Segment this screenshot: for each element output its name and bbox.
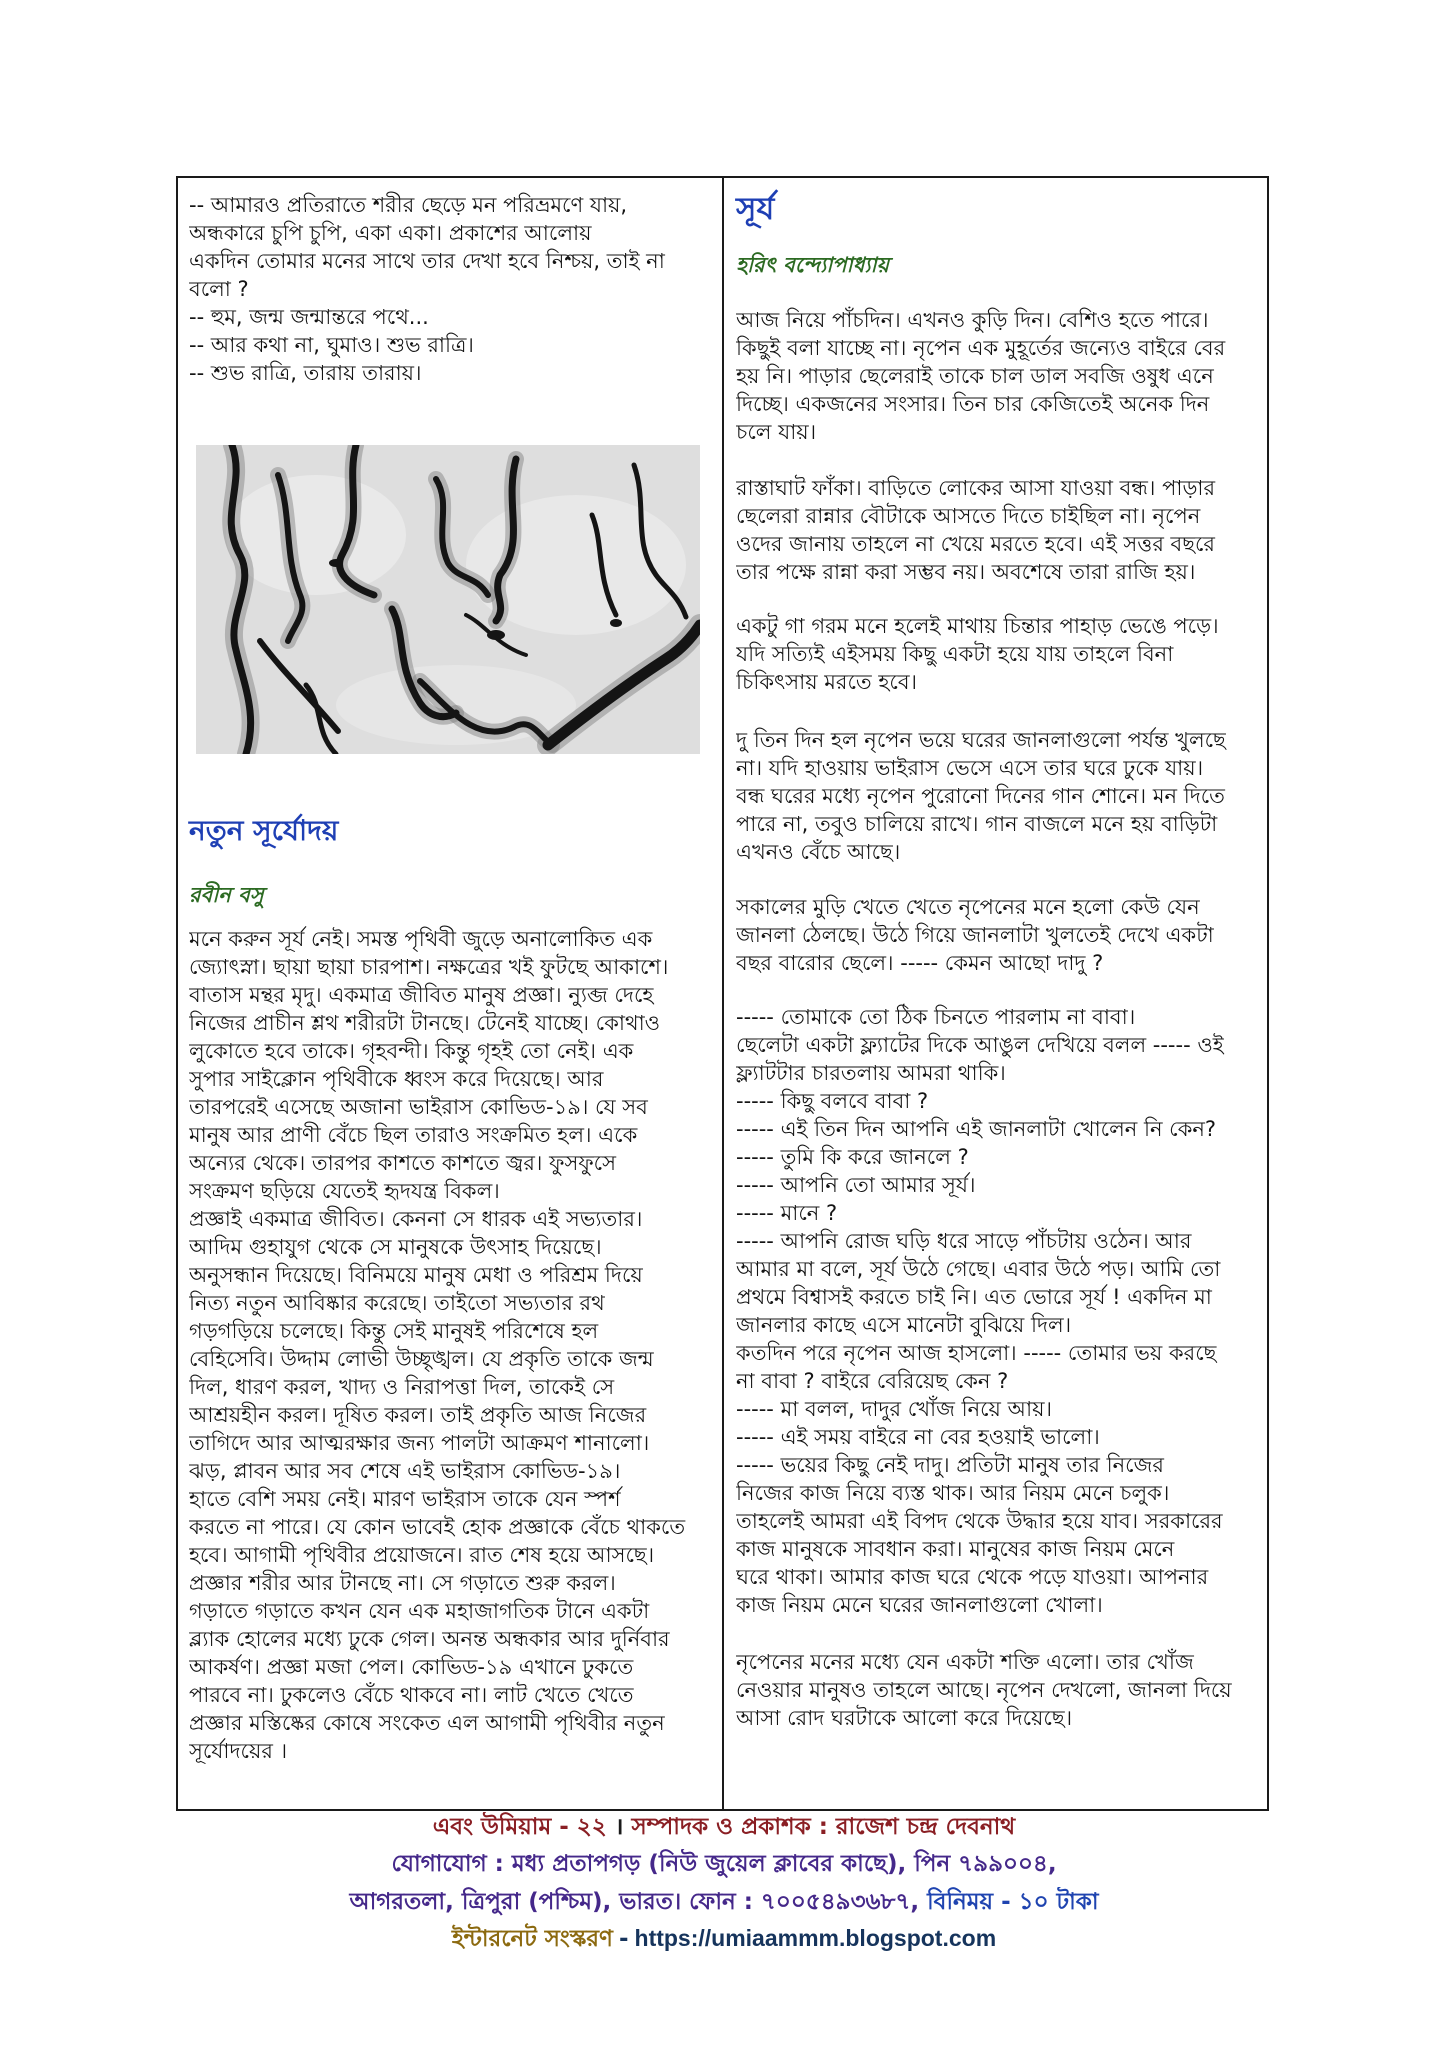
story-line: ব্ল্যাক হোলের মধ্যে ঢুকে গেল। অনন্ত অন্ধকার আর দুর্নিবার — [189, 1627, 670, 1651]
story-line: তারপরেই এসেছে অজানা ভাইরাস কোভিড-১৯। যে সব — [189, 1095, 648, 1119]
story-line: ছেলেরা রান্নার বৌটাকে আসতে দিতে চাইছিল না। নৃপেন — [736, 504, 1201, 528]
story-paragraph — [736, 474, 1261, 586]
ink-blot — [329, 559, 343, 567]
story-line: বাতাস মন্থর মৃদু। একমাত্র জীবিত মানুষ প্রজ্ঞা। ন্যুব্জ দেহে — [189, 983, 654, 1007]
city-phone: আগরতলা, ত্রিপুরা (পশ্চিম), ভারত। ফোন : ৭০০৫৪৯৩৬৮৭, — [349, 1889, 920, 1915]
footer-address — [0, 1887, 1448, 1917]
blog-url-link[interactable]: https://umiaammm.blogspot.com — [634, 1925, 997, 1951]
story-line: মনে করুন সূর্য নেই। সমস্ত পৃথিবী জুড়ে অনালোকিত এক — [189, 927, 653, 951]
story-line: বেহিসেবি। উদ্দাম লোভী উচ্ছৃঙ্খল। যে প্রকৃতি তাকে জন্ম — [189, 1347, 654, 1371]
story-line: দিল, ধারণ করল, খাদ্য ও নিরাপত্তা দিল, তাকেই সে — [189, 1375, 615, 1399]
story-author: রবীন বসু — [189, 883, 264, 907]
story-line: সকালের মুড়ি খেতে খেতে নৃপেনের মনে হলো কেউ যেন — [736, 895, 1200, 919]
story-line: প্রজ্ঞাই একমাত্র জীবিত। কেননা সে ধারক এই সভ্যতার। — [189, 1207, 643, 1231]
story-paragraph — [736, 1003, 1261, 1619]
story-line: ----- আপনি রোজ ঘড়ি ধরে সাড়ে পাঁচটায় ওঠেন। আর — [736, 1229, 1192, 1253]
story-line: হয় নি। পাড়ার ছেলেরাই তাকে চাল ডাল সবজি ওষুধ এনে — [736, 364, 1214, 388]
story-line: ----- মানে ? — [736, 1201, 838, 1225]
footer-contact — [0, 1849, 1448, 1879]
story-line: ----- তোমাকে তো ঠিক চিনতে পারলাম না বাবা। — [736, 1005, 1136, 1029]
story-title: নতুন সূর্যোদয় — [189, 814, 339, 847]
story-line: নিজের কাজ নিয়ে ব্যস্ত থাক। আর নিয়ম মেনে চলুক। — [736, 1481, 1170, 1505]
dialogue-line: -- শুভ রাত্রি, তারায় তারায়। — [189, 361, 422, 385]
story-line: নেওয়ার মানুষও তাহলে আছে। নৃপেন দেখলো, জানলা দিয়ে — [736, 1678, 1232, 1702]
story-line: নিত্য নতুন আবিষ্কার করেছে। তাইতো সভ্যতার রথ — [189, 1291, 605, 1315]
story-line: পারে না, তবুও চালিয়ে রাখে। গান বাজলে মনে হয় বাড়িটা — [736, 812, 1218, 836]
story-line: বন্ধ ঘরের মধ্যে নৃপেন পুরোনো দিনের গান শোনে। মন দিতে — [736, 784, 1225, 808]
story-paragraph — [736, 306, 1261, 446]
story-line: ----- আপনি তো আমার সূর্য। — [736, 1173, 976, 1197]
story-line: আজ নিয়ে পাঁচদিন। এখনও কুড়ি দিন। বেশিও হতে পারে। — [736, 308, 1209, 332]
story-line: আমার মা বলে, সূর্য উঠে গেছে। এবার উঠে পড়। আমি তো — [736, 1257, 1221, 1281]
story-line: দিচ্ছে। একজনের সংসার। তিন চার কেজিতেই অনেক দিন — [736, 392, 1210, 416]
price-label: বিনিময় - ১০ টাকা — [927, 1889, 1099, 1915]
story-line: জ্যোৎস্না। ছায়া ছায়া চারপাশ। নক্ষত্রের খই ফুটছে আকাশে। — [189, 955, 669, 979]
story-line: ঝড়, প্লাবন আর সব শেষে এই ভাইরাস কোভিড-১৯। — [189, 1459, 621, 1483]
dialogue-line: বলো ? — [189, 277, 249, 301]
story-line: কাজ নিয়ম মেনে ঘরের জানলাগুলো খোলা। — [736, 1593, 1103, 1617]
story-line: অন্যের থেকে। তারপর কাশতে কাশতে জ্বর। ফুসফুসে — [189, 1151, 616, 1175]
story-line: সুপার সাইক্লোন পৃথিবীকে ধ্বংস করে দিয়েছে। আর — [189, 1067, 604, 1091]
story-line: মানুষ আর প্রাণী বেঁচে ছিল তারাও সংক্রমিত হল। একে — [189, 1123, 638, 1147]
column-divider — [722, 176, 724, 1811]
story-line: আশ্রয়হীন করল। দূষিত করল। তাই প্রকৃতি আজ নিজের — [189, 1403, 647, 1427]
story-line: আসা রোদ ঘরটাকে আলো করে দিয়েছে। — [736, 1706, 1073, 1730]
story-line: ----- তুমি কি করে জানলে ? — [736, 1145, 969, 1169]
story-paragraph — [736, 893, 1261, 977]
story-line: একটু গা গরম মনে হলেই মাথায় চিন্তার পাহাড় ভেঙে পড়ে। — [736, 614, 1219, 638]
story-line: ছেলেটা একটা ফ্ল্যাটের দিকে আঙুল দেখিয়ে বলল ----- ওই — [736, 1033, 1224, 1057]
story-line: বছর বারোর ছেলে। ----- কেমন আছো দাদু ? — [736, 951, 1104, 975]
story-line: তাহলেই আমরা এই বিপদ থেকে উদ্ধার হয়ে যাব। সরকারের — [736, 1509, 1223, 1533]
dialogue-line: একদিন তোমার মনের সাথে তার দেখা হবে নিশ্চয়, তাই না — [189, 249, 665, 273]
story-line: প্রথমে বিশ্বাসই করতে চাই নি। এত ভোরে সূর্য ! একদিন মা — [736, 1285, 1212, 1309]
dialogue-line: -- হুম, জন্ম জন্মান্তরে পথে... — [189, 305, 429, 329]
story-line: তাগিদে আর আত্মরক্ষার জন্য পালটা আক্রমণ শানালো। — [189, 1431, 650, 1455]
story-body — [736, 0, 1261, 1800]
dialogue-line: অন্ধকারে চুপি চুপি, একা একা। প্রকাশের আলোয় — [189, 221, 592, 245]
ink-artwork-image — [196, 445, 700, 754]
story-line: যদি সত্যিই এইসময় কিছু একটা হয়ে যায় তাহলে বিনা — [736, 642, 1174, 666]
story-line: এখনও বেঁচে আছে। — [736, 840, 901, 864]
footer-separator: । — [614, 1814, 624, 1840]
story-line: নিজের প্রাচীন শ্লথ শরীরটা টানছে। টেনেই যাচ্ছে। কোথাও — [189, 1011, 661, 1035]
story-line: অনুসন্ধান দিয়েছে। বিনিময়ে মানুষ মেধা ও পরিশ্রম দিয়ে — [189, 1263, 643, 1287]
ink-blot — [610, 619, 622, 627]
story-paragraph — [736, 726, 1261, 866]
story-line: ওদের জানায় তাহলে না খেয়ে মরতে হবে। এই সত্তর বছরে — [736, 532, 1215, 556]
story-paragraph — [736, 612, 1261, 696]
story-body — [189, 925, 714, 1785]
story-author: হরিৎ বন্দ্যোপাধ্যায় — [736, 253, 889, 277]
story-line: জানলা ঠেলছে। উঠে গিয়ে জানলাটা খুলতেই দেখে একটা — [736, 923, 1214, 947]
story-line: হাতে বেশি সময় নেই। মারণ ভাইরাস তাকে যেন স্পর্শ — [189, 1487, 621, 1511]
story-line: কাজ মানুষকে সাবধান করা। মানুষের কাজ নিয়ম মেনে — [736, 1537, 1175, 1561]
story-line: রাস্তাঘাট ফাঁকা। বাড়িতে লোকের আসা যাওয়া বন্ধ। পাড়ার — [736, 476, 1216, 500]
web-separator: - — [618, 1926, 629, 1952]
story-line: লুকোতে হবে তাকে। গৃহবন্দী। কিন্তু গৃহই তো নেই। এক — [189, 1039, 634, 1063]
story-line: হবে। আগামী পৃথিবীর প্রয়োজনে। রাত শেষ হয়ে আসছে। — [189, 1543, 655, 1567]
story-line: ----- এই সময় বাইরে না বের হওয়াই ভালো। — [736, 1425, 1100, 1449]
story-line: ঘরে থাকা। আমার কাজ ঘরে থেকে পড়ে যাওয়া। আপনার — [736, 1565, 1209, 1589]
story-line: সূর্যোদয়ের । — [189, 1739, 288, 1763]
story-line: গড়াতে গড়াতে কখন যেন এক মহাজাগতিক টানে একটা — [189, 1599, 650, 1623]
story-line: সংক্রমণ ছড়িয়ে যেতেই হৃদযন্ত্র বিকল। — [189, 1179, 500, 1203]
footer-masthead — [0, 1812, 1448, 1842]
story-line: ----- কিছু বলবে বাবা ? — [736, 1089, 929, 1113]
story-line: চলে যায়। — [736, 420, 817, 444]
dialogue-line: -- আর কথা না, ঘুমাও। শুভ রাত্রি। — [189, 333, 474, 357]
story-line: দু তিন দিন হল নৃপেন ভয়ে ঘরের জানলাগুলো পর্যন্ত খুলছে — [736, 728, 1226, 752]
story-line: কিছুই বলা যাচ্ছে না। নৃপেন এক মুহূর্তের জন্যেও বাইরে বের — [736, 336, 1226, 360]
story-line: করতে না পারে। যে কোন ভাবেই হোক প্রজ্ঞাকে বেঁচে থাকতে — [189, 1515, 686, 1539]
web-edition-label: ইন্টারনেট সংস্করণ — [451, 1926, 613, 1952]
story-line: ফ্ল্যাটটার চারতলায় আমরা থাকি। — [736, 1061, 1006, 1085]
story-title: সূর্য — [736, 191, 775, 227]
story-line: না। যদি হাওয়ায় ভাইরাস ভেসে এসে তার ঘরে ঢুকে যায়। — [736, 756, 1204, 780]
story-line: প্রজ্ঞার মস্তিষ্কের কোষে সংকেত এল আগামী পৃথিবীর নতুন — [189, 1711, 665, 1735]
story-line: ----- ভয়ের কিছু নেই দাদু। প্রতিটা মানুষ তার নিজের — [736, 1453, 1164, 1477]
contact-address: যোগাযোগ : মধ্য প্রতাপগড় (নিউ জুয়েল ক্লাবের কাছে), পিন ৭৯৯০০৪, — [391, 1851, 1057, 1877]
dialogue-line: -- আমারও প্রতিরাতে শরীর ছেড়ে মন পরিভ্রমণে যায়, — [189, 193, 628, 217]
story-line: ----- এই তিন দিন আপনি এই জানলাটা খোলেন নি কেন? — [736, 1117, 1217, 1141]
footer-web — [0, 1923, 1448, 1954]
story-line: কতদিন পরে নৃপেন আজ হাসলো। ----- তোমার ভয় করছে — [736, 1341, 1217, 1365]
story-line: প্রজ্ঞার শরীর আর টানছে না। সে গড়াতে শুরু করল। — [189, 1571, 616, 1595]
ink-blot — [487, 630, 505, 640]
story-line: তার পক্ষে রান্না করা সম্ভব নয়। অবশেষে তারা রাজি হয়। — [736, 560, 1196, 584]
story-line: আকর্ষণ। প্রজ্ঞা মজা পেল। কোভিড-১৯ এখানে ঢুকতে — [189, 1655, 634, 1679]
story-line: চিকিৎসায় মরতে হবে। — [736, 670, 918, 694]
story-line: ----- মা বলল, দাদুর খোঁজ নিয়ে আয়। — [736, 1397, 1052, 1421]
story-line: পারবে না। ঢুকলেও বেঁচে থাকবে না। লাট খেতে খেতে — [189, 1683, 634, 1707]
magazine-issue: এবং উমিয়াম - ২২ — [432, 1814, 607, 1840]
story-line: না বাবা ? বাইরে বেরিয়েছ কেন ? — [736, 1369, 1009, 1393]
story-line: নৃপেনের মনের মধ্যে যেন একটা শক্তি এলো। তার খোঁজ — [736, 1650, 1194, 1674]
dialogue-excerpt — [189, 191, 714, 391]
story-line: গড়গড়িয়ে চলেছে। কিন্তু সেই মানুষই পরিশেষে হল — [189, 1319, 599, 1343]
story-line: জানলার কাছে এসে মানেটা বুঝিয়ে দিল। — [736, 1313, 1072, 1337]
editor-credit: সম্পাদক ও প্রকাশক : রাজেশ চন্দ্র দেবনাথ — [631, 1814, 1016, 1840]
story-line: আদিম গুহাযুগ থেকে সে মানুষকে উৎসাহ দিয়েছে। — [189, 1235, 602, 1259]
story-paragraph — [736, 1648, 1261, 1732]
